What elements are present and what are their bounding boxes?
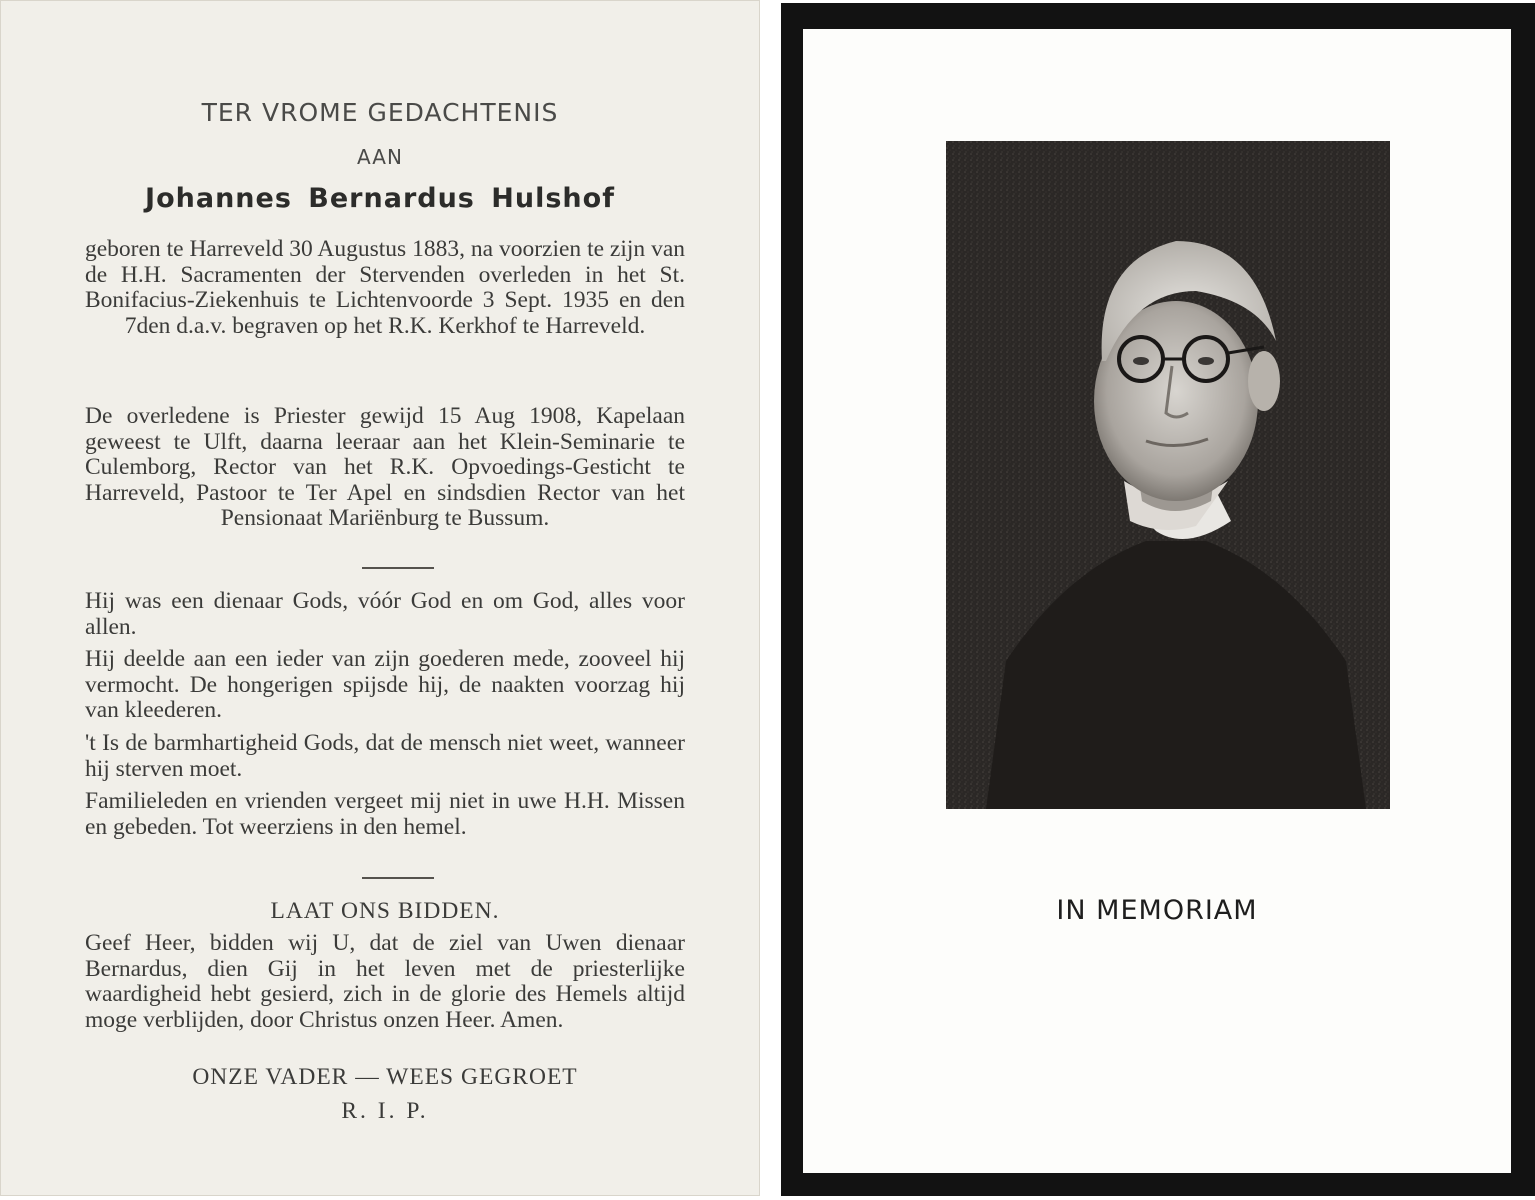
divider <box>362 567 434 569</box>
card-inner-panel <box>803 29 1511 1173</box>
rip-text: R. I. P. <box>341 1098 429 1124</box>
heading-ter-vrome-gedachtenis: TER VROME GEDACHTENIS <box>201 98 559 127</box>
birth-death-paragraph: geboren te Harreveld 30 Augustus 1883, na voorzien te zijn van de H.H. Sacramenten der Stervenden overleden in het St. Bonifacius-Ziekenhuis te Lichtenvoorde 3 Sept. 1935 en den 7den d.a.v. begraven op het R.K. Kerkhof te Harreveld. <box>85 236 685 339</box>
prayer-title: LAAT ONS BIDDEN. <box>270 898 500 924</box>
devotion-paragraph-2: Hij deelde aan een ieder van zijn goederen mede, zooveel hij vermocht. De hongerigen spijsde hij, de naakten voorzag hij van kleederen. <box>85 646 685 724</box>
in-memoriam-caption: IN MEMORIAM <box>1056 895 1258 926</box>
closing-prayers: ONZE VADER — WEES GEGROET <box>192 1064 578 1090</box>
deceased-name: Johannes Bernardus Hulshof <box>145 183 615 214</box>
devotion-paragraph-3: 't Is de barmhartigheid Gods, dat de mensch niet weet, wanneer hij sterven moet. <box>85 730 685 782</box>
heading-aan: AAN <box>357 145 403 169</box>
portrait-photo <box>946 141 1390 809</box>
career-paragraph: De overledene is Priester gewijd 15 Aug 1908, Kapelaan geweest te Ulft, daarna leeraar aan het Klein-Seminarie te Culemborg, Rector van het R.K. Opvoedings-Gesticht te Harreveld, Pastoor te Ter Apel en sindsdien Rector van het Pensionaat Mariënburg te Bussum. <box>85 403 685 532</box>
portrait-image <box>946 141 1390 809</box>
divider <box>362 877 434 879</box>
memorial-card-photo-side <box>781 3 1535 1196</box>
devotion-paragraph-1: Hij was een dienaar Gods, vóór God en om God, alles voor allen. <box>85 588 685 640</box>
prayer-text: Geef Heer, bidden wij U, dat de ziel van Uwen dienaar Bernardus, dien Gij in het leven met de priesterlijke waardigheid hebt gesierd, zich in de glorie des Hemels altijd moge verblijden, door Christus onzen Heer. Amen. <box>85 930 685 1033</box>
memorial-card-text-side <box>0 0 760 1196</box>
devotion-paragraph-4: Familieleden en vrienden vergeet mij niet in uwe H.H. Missen en gebeden. Tot weerziens in den hemel. <box>85 788 685 840</box>
